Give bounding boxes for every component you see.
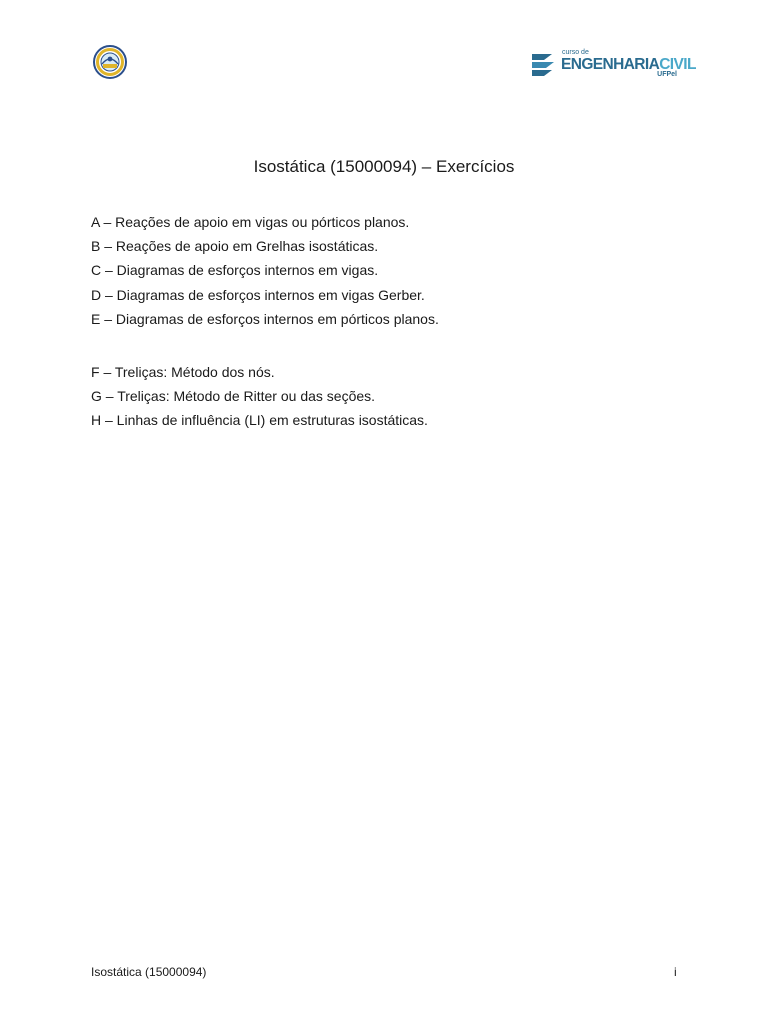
list-item: B – Reações de apoio em Grelhas isostáticas. (91, 238, 379, 254)
footer-title: Isostática (15000094) (91, 965, 207, 979)
logo-small-text: curso de (562, 49, 589, 56)
engineering-course-logo (530, 48, 696, 80)
list-item: C – Diagramas de esforços internos em vigas. (91, 262, 379, 278)
university-seal-logo (88, 44, 132, 80)
logo-main-text-part1: ENGENHARIA (561, 56, 660, 73)
page-title: Isostática (15000094) – Exercícios (253, 157, 515, 176)
list-item: G – Treliças: Método de Ritter ou das seções. (91, 388, 376, 404)
list-item: F – Treliças: Método dos nós. (91, 364, 275, 380)
list-item: A – Reações de apoio em vigas ou pórticos planos. (91, 214, 410, 230)
engineering-course-logo-icon (530, 50, 558, 78)
logo-main-text-part2: CIVIL (659, 56, 696, 73)
list-item: H – Linhas de influência (LI) em estruturas isostáticas. (91, 412, 428, 428)
list-item: E – Diagramas de esforços internos em pórticos planos. (91, 311, 439, 327)
list-item: D – Diagramas de esforços internos em vigas Gerber. (91, 287, 425, 303)
page-number: i (674, 965, 677, 979)
logo-university-text: UFPel (657, 71, 677, 78)
university-seal-icon (88, 44, 132, 80)
